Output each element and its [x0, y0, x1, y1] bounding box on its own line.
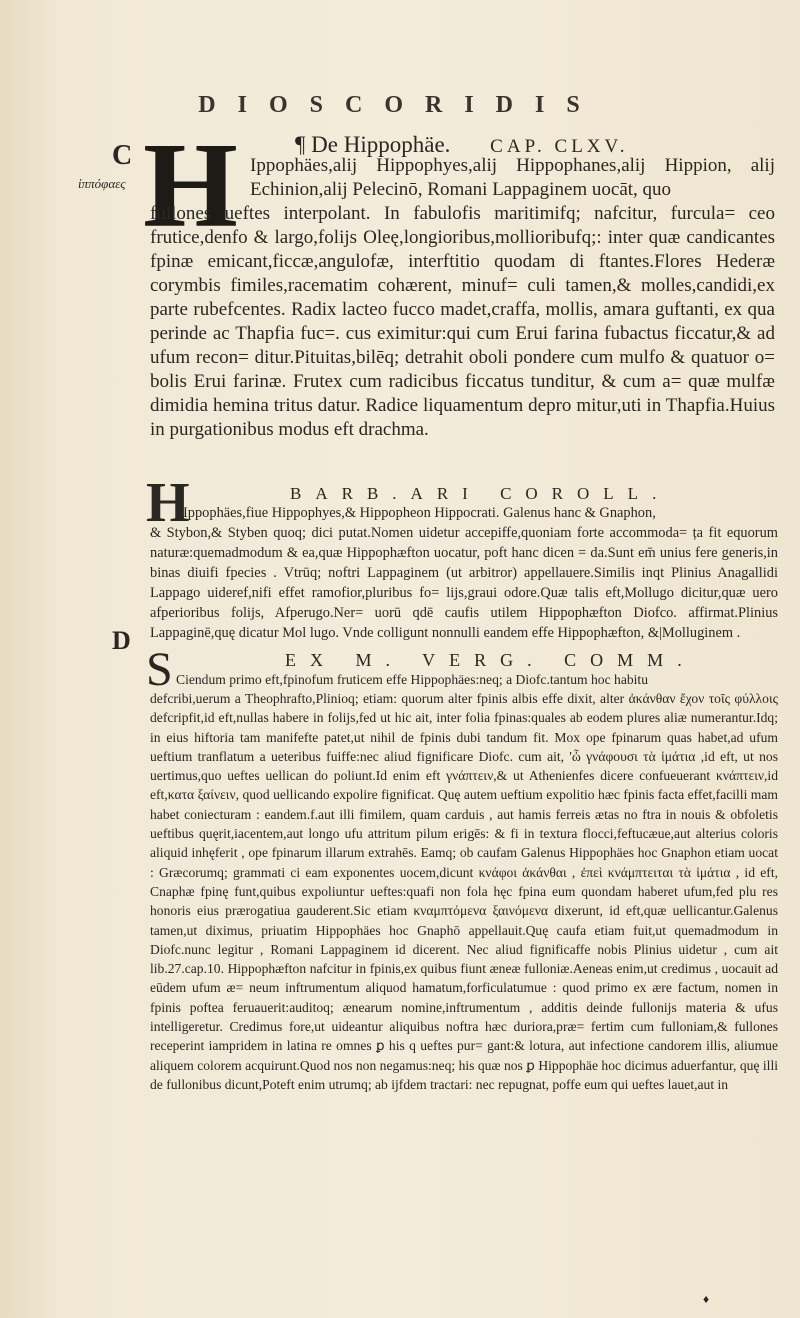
signature-mark-c: C: [112, 140, 133, 171]
barbari-text: & Stybon,& Styben quoq; dici putat.Nomen uidetur accepiffe,quoniam forte accommoda= ța fit equorum naturæ:quemadmodum & ea,quæ Hippophæfton uocatur, poft hanc dicen = da.Sunt em̄ unius fere generis,in binas diuifi fpecies . Vtrūq; noftri Lappaginem (ut arbitror) appellauere.Similis inqt Plinius Anagallidi Lappago uideref,nifi effet ramofior,pluribus fo= lijs,graui odore.Quæ talis eft,Mollugo dicitur,quæ uero afperioribus folijs, Afperugo.Ner= uorū qdē caufis utilem Hippophæfton Diofco. affirmat.Plinius Lappaginē,quę dicatur Mol lugo. Vnde colligunt nonnulli eandem effe Hippophæfton, &|Molluginem .: [150, 525, 778, 641]
main-text-body: fullones ueftes interpolant. In fabulofis maritimifq; nafcitur, furcula= ceo frutice,denfo & largo,folijs Oleę,longioribus,mollioribufq;: inter quæ candicantes fpinæ emicant,ficcæ,angulofæ, interftitio quodam di ftantes.Flores Hederæ corymbis fimiles,racematim cohærent, minuf= culi tamen,& molles,candidi,ex parte rubefcentes. Radix lacteo fucco madet,craffa, mollis, amara guftanti, ex qua perinde ac Thapfia fuc=. cus eximitur:qui cum Erui farina fubactus ficcatur,& ad ufum recon= ditur.Pituitas,bilēq; detrahit oboli pondere cum mulfo & quatuor o= bolis Erui farinæ. Frutex cum radicibus ficcatus tunditur, & cum a= quæ mulfæ dimidia hemina tritus datur. Radice liquamentum depro mitur,uti in Thapfia.Huius in purgationibus modus eft drachma.: [150, 203, 775, 440]
section-header-barbari: BARB.ARI COROLL.: [290, 484, 671, 503]
drop-cap-s: S: [146, 643, 173, 696]
signature-mark-d: D: [112, 626, 131, 655]
section-header-verg: EX M. VERG. COMM.: [285, 650, 696, 670]
ornament-icon: ♦: [703, 1292, 710, 1306]
running-head: DIOSCORIDIS: [198, 92, 602, 118]
drop-cap-h: H: [143, 118, 238, 253]
chapter-number: CAP. CLXV.: [490, 136, 629, 157]
main-text-first-lines: Ippophäes,alij Hippophyes,alij Hippophanes,alij Hippion, alij Echinion,alij Pelecinō, Romani Lappaginem uocāt, quo: [250, 155, 775, 200]
margin-note: ἱππόφαες: [78, 176, 126, 191]
drop-cap-h-small: H: [146, 472, 190, 534]
chapter-title-text: De Hippophäe.: [311, 132, 451, 157]
verg-text: defcribi,uerum a Theophrafto,Plinioq; etiam: quorum alter fpinis albis effe dixit, alter ἀκάνθαν ἔχον τοῖς φύλλοις defcripfit,id eft,nullas habere in folijs,fed ut hic ait, inter folia fpinas:quales ab eodem plures aliæ numerantur.Idq; in eius hiftoria tam manifefte patet,ut nihil de fpinis dubi tandum fit. Mox ope fpinarum quas habet,ad ufum ueftium tranflatum a ueteribus fuiffe:nec aliud fignificare Diofc. cum ait, 'ὧ γνάφουσι τὰ ἱμάτια ,id eft, ut nos uertimus,quo ueftes uellican do poliunt.Id enim eft γνάπτειν,& ut Athenienfes dicere confueuerant κνάπτειν,id eft,κατα ξαίνειν, quod uellicando expolire fignificat. Quę autem ueftium expolitio hæc fpinis facta effet,facilli mam habet coniecturam : eandem.f.aut illi fimilem, quam carduis , aut hamis ferreis ætas no ftra in nouis & obfoletis ueftibus quęrit,iacentem,aut longo ufu attritum pilum erigēs: & fi in textura flocci,feftucæue,aut alterius coloris aliquid inhęferit , ope fpinarum illarum extrahēs. Eamq; ob caufam Galenus Hippophäes hoc Gnaphon etiam uocat : Græcorumq; grammati ci eam exponentes uocem,dicunt κνάφοι ἀκάνθαι , ἐπεὶ κνάμπτειται τὰ ἱμάτια , id eft, Cnaphæ fpinę funt,quibus expoliuntur ueftes:quafi non fola hęc fpina eum quondam haberet ufum,fed plu res honoris eius prærogatiua gauderent.Sic etiam κναμπτόμενα ξαινόμενα dixerunt, id eft,quæ uellicantur.Galenus tamen,ut diximus, priuatim Hippophäes hoc Gnaphō appellauit.Quę caufa etiam fuit,ut quemadmodum in Diofc.nunc legitur , Romani Lappaginem id dicerent. Nec aliud fignificaffe nobis Plinius uidetur , cum ait lib.27.cap.10. Hippophæfton nafcitur in fpinis,ex quibus fiunt æneæ fulloniæ.Aeneas enim,ut credimus , uocauit ad eūdem ufum æ= neum inftrumentum aliquod hamatum,forficulatumue : quod primo ex ære factum, nomen in fpinis poftea feruauerit:auditoq; ænearum nomine,inftrumentum , additis deinde fullonijs materia & ufus intelligeretur. Credimus fore,ut uideantur aliquibus noftra hæc duriora,præ= fertim cum fulloniam,& fullones receperint iampridem in latina re omnes ꝑ his q ueftes pur= gant:& lotura, aut infectione candorem illis, aliumue aliquem colorem acquirunt.Quod nos non negamus:neq; his quæ nos ꝑ Hippophäe hoc dicimus aduerfantur, quę illi de fullonibus dicunt,Poteft enim utrumq; ab ijfdem tractari: nec repugnat, poffe eum qui ueftes lauet,aut in: [150, 691, 778, 1092]
verg-first-line: Ciendum primo eft,fpinofum fruticem effe Hippophäes:neq; a Diofc.tantum hoc habitu: [176, 672, 649, 687]
barbari-first-line: Ippophäes,fiue Hippophyes,& Hippopheon Hippocrati. Galenus hanc & Gnaphon,: [183, 505, 656, 521]
paragraph-mark-icon: ¶: [295, 132, 306, 157]
